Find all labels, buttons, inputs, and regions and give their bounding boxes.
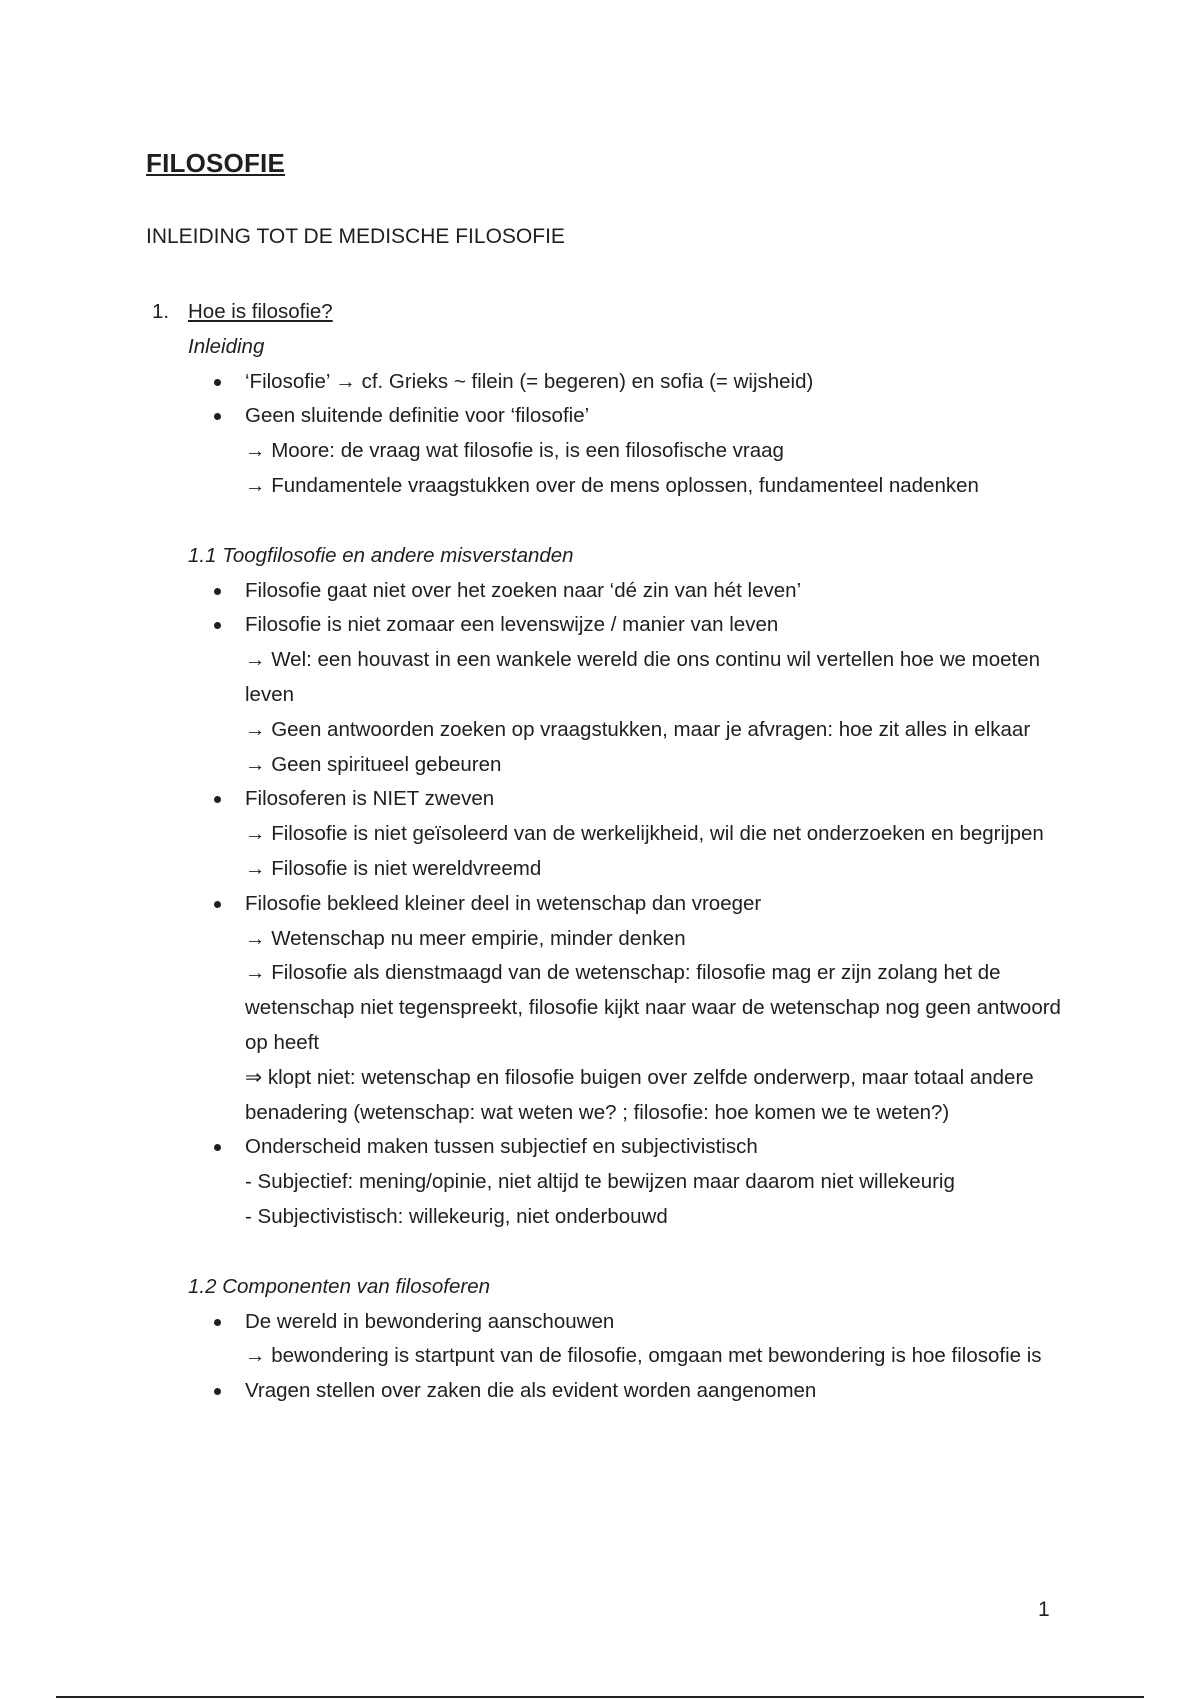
bullet-subline: - Subjectivistisch: willekeurig, niet onderbouwd: [245, 1204, 668, 1228]
bullet-subline: → Filosofie is niet geïsoleerd van de werkelijkheid, wil die net onderzoeken en begrijpen: [245, 822, 1044, 846]
section-1-bullet-list: [146, 365, 1076, 504]
list-item: [245, 1305, 1076, 1375]
footer-divider: [56, 1696, 1144, 1698]
list-item: [245, 608, 1076, 782]
section-1-2-heading: 1.2 Componenten van filosoferen: [188, 1274, 491, 1298]
section-1-1: [146, 539, 1076, 574]
list-item: [245, 399, 1076, 503]
bullet-subline: → Geen spiritueel gebeuren: [245, 752, 502, 776]
bullet-subline: → Geen antwoorden zoeken op vraagstukken, maar je afvragen: hoe zit alles in elkaar: [245, 717, 1031, 741]
bullet-subline: → Wel: een houvast in een wankele wereld die ons continu wil vertellen hoe we moeten leven: [245, 648, 1041, 706]
list-item: [245, 1374, 1076, 1409]
bullet-line: ‘Filosofie’ → cf. Grieks ~ filein (= begeren) en sofia (= wijsheid): [245, 369, 814, 393]
list-item: [245, 1130, 1076, 1234]
section-1: [146, 295, 1076, 365]
bullet-subline: → bewondering is startpunt van de filosofie, omgaan met bewondering is hoe filosofie is: [245, 1344, 1042, 1368]
bullet-line: Filosofie gaat niet over het zoeken naar ‘dé zin van hét leven’: [245, 578, 802, 602]
list-item: [245, 365, 1076, 400]
bullet-line: Filosofie is niet zomaar een levenswijze / manier van leven: [245, 613, 779, 637]
bullet-line: De wereld in bewondering aanschouwen: [245, 1309, 615, 1333]
bullet-line: Filosofie bekleed kleiner deel in wetenschap dan vroeger: [245, 891, 762, 915]
bullet-subline: → Filosofie als dienstmaagd van de wetenschap: filosofie mag er zijn zolang het de wetenschap niet tegenspreekt, filosofie kijkt naar waar de wetenschap nog geen antwoord op heeft: [245, 961, 1061, 1054]
section-1-number: 1.: [152, 300, 170, 323]
spacer: [146, 504, 1076, 539]
spacer: [146, 1235, 1076, 1270]
bullet-line: Onderscheid maken tussen subjectief en subjectivistisch: [245, 1135, 758, 1159]
bullet-line: Geen sluitende definitie voor ‘filosofie’: [245, 404, 590, 428]
section-1-1-heading: 1.1 Toogfilosofie en andere misverstanden: [188, 543, 574, 567]
bullet-subline: ⇒ klopt niet: wetenschap en filosofie buigen over zelfde onderwerp, maar totaal andere benadering (wetenschap: wat weten we? ; filosofie: hoe komen we te weten?): [245, 1065, 1034, 1124]
document-subtitle: INLEIDING TOT DE MEDISCHE FILOSOFIE: [146, 225, 565, 248]
document-body: [146, 295, 1076, 1409]
bullet-subline: → Fundamentele vraagstukken over de mens oplossen, fundamenteel nadenken: [245, 473, 979, 497]
list-item: [245, 887, 1076, 1131]
document-title: FILOSOFIE: [146, 148, 286, 178]
section-1-1-bullet-list: [146, 574, 1076, 1235]
list-item: [245, 782, 1076, 886]
bullet-subline: → Moore: de vraag wat filosofie is, is een filosofische vraag: [245, 439, 784, 463]
section-1-2: [146, 1270, 1076, 1305]
section-1-heading: Hoe is filosofie?: [188, 300, 333, 323]
list-item: [245, 574, 1076, 609]
page-number: 1: [1038, 1598, 1050, 1621]
bullet-subline: → Wetenschap nu meer empirie, minder denken: [245, 926, 686, 950]
bullet-line: Vragen stellen over zaken die als evident worden aangenomen: [245, 1379, 817, 1403]
bullet-subline: - Subjectief: mening/opinie, niet altijd te bewijzen maar daarom niet willekeurig: [245, 1170, 955, 1194]
section-1-2-bullet-list: [146, 1305, 1076, 1409]
section-1-intro-label: Inleiding: [188, 334, 265, 358]
bullet-line: Filosoferen is NIET zweven: [245, 787, 495, 811]
bullet-subline: → Filosofie is niet wereldvreemd: [245, 856, 542, 880]
